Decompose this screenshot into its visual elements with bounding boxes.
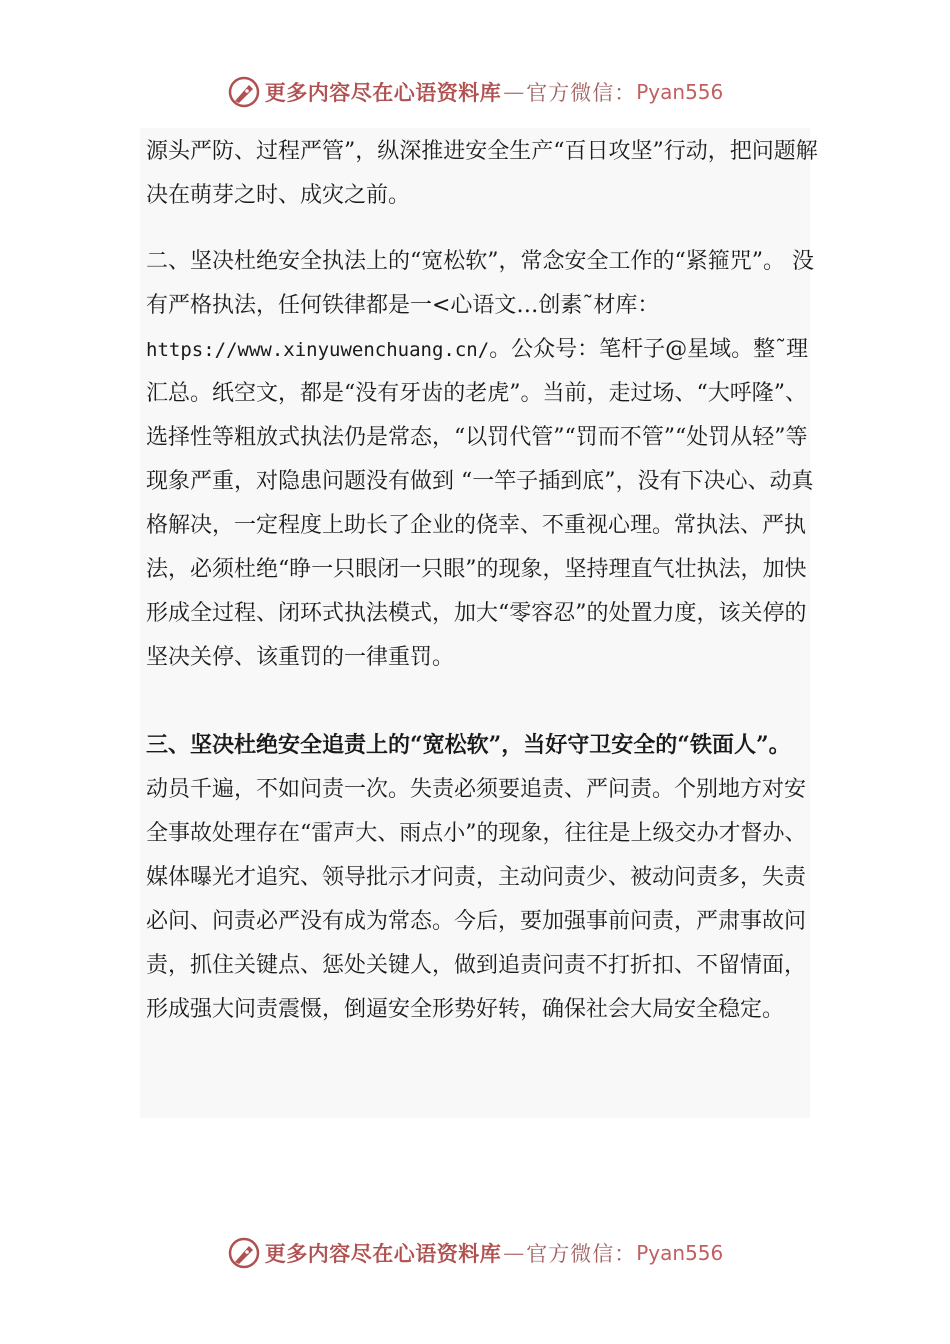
paragraph-2-text-a: 二、坚决杜绝安全执法上的“宽松软”，常念安全工作的“紧箍咒”。 没有严格执法，任何铁律都是一<心语文…创素˜材库： (146, 249, 814, 318)
watermark-wechat-label: 官方微信： (526, 1242, 637, 1266)
fountain-pen-logo-icon (227, 75, 261, 109)
watermark-wechat-id: Pyan556 (636, 80, 724, 104)
fountain-pen-logo-icon (227, 1236, 261, 1270)
watermark-footer (0, 1233, 950, 1273)
watermark-wechat-id: Pyan556 (636, 1241, 724, 1265)
paragraph-2 (146, 240, 818, 680)
paragraph-2-text-b: 。公众号：笔杆子@星域。整˜理汇总。纸空文，都是“没有牙齿的老虎”。当前，走过场、“大呼隆”、选择性等粗放式执法仍是常态，“以罚代管”“罚而不管”“处罚从轻”等现象严重，对隐患问题没有做到 “一竿子插到底”，没有下决心、动真格解决，一定程度上助长了企业的侥幸、不重视心理。常执法、严执法，必须杜绝“睁一只眼闭一只眼”的现象，坚持理直气壮执法，加快形成全过程、闭环式执法模式，加大“零容忍”的处置力度，该关停的坚决关停、该重罚的一律重罚。 (146, 337, 814, 670)
watermark-header (0, 72, 950, 112)
watermark-brand: 更多内容尽在心语资料库 (264, 80, 502, 105)
watermark-wechat-label: 官方微信： (526, 81, 637, 105)
document-body (140, 128, 818, 1118)
watermark-brand: 更多内容尽在心语资料库 (264, 1241, 502, 1266)
paragraph-1: 源头严防、过程严管”，纵深推进安全生产“百日攻坚”行动，把问题解决在萌芽之时、成灾之前。 (146, 139, 818, 208)
watermark-separator: — (503, 1241, 525, 1265)
website-url: https://www.xinyuwenchuang.cn/ (146, 339, 490, 361)
paragraph-3: 动员千遍，不如问责一次。失责必须要追责、严问责。个别地方对安全事故处理存在“雷声大、雨点小”的现象，往往是上级交办才督办、媒体曝光才追究、领导批示才问责，主动问责少、被动问责多，失责必问、问责必严没有成为常态。今后，要加强事前问责，严肃事故问责，抓住关键点、惩处关键人，做到追责问责不打折扣、不留情面，形成强大问责震慑，倒逼安全形势好转，确保社会大局安全稳定。 (146, 777, 807, 1022)
watermark-separator: — (503, 80, 525, 104)
section-3-heading: 三、坚决杜绝安全追责上的“宽松软”，当好守卫安全的“铁面人”。 (146, 732, 791, 758)
